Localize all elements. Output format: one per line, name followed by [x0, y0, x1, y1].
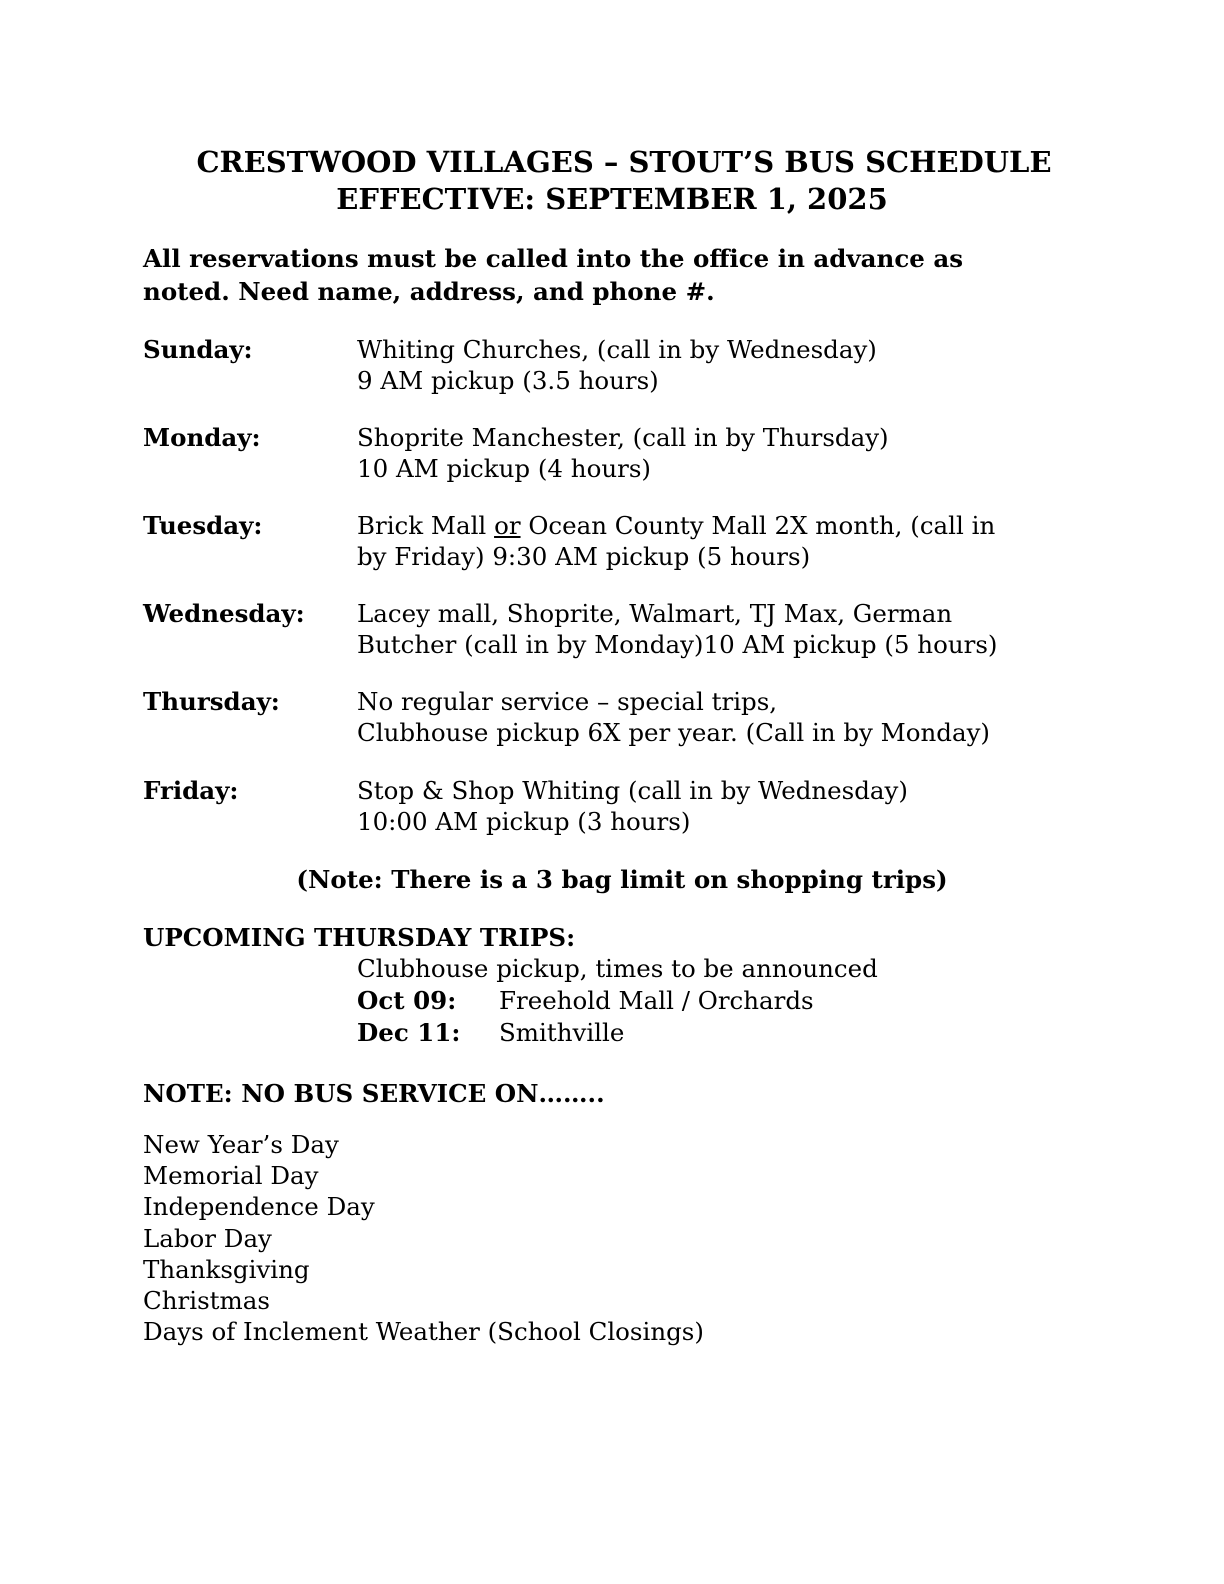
intro-line-1: All reservations must be called into the office in advance as [143, 244, 964, 273]
schedule-line: No regular service – special trips, [357, 687, 778, 716]
day-label-sunday: Sunday: [143, 335, 253, 364]
bag-limit-note: (Note: There is a 3 bag limit on shopping trips) [296, 865, 948, 894]
effective-date: EFFECTIVE: SEPTEMBER 1, 2025 [336, 182, 888, 216]
thursday-trips-heading: UPCOMING THURSDAY TRIPS: [143, 923, 576, 952]
list-item: Christmas [143, 1286, 270, 1316]
schedule-line: Shoprite Manchester, (call in by Thursday) [357, 423, 889, 452]
schedule-line: Butcher (call in by Monday)10 AM pickup (5 hours) [357, 630, 998, 659]
holiday-list [143, 1129, 704, 1347]
schedule-line: 10:00 AM pickup (3 hours) [357, 807, 691, 836]
schedule-line: Whiting Churches, (call in by Wednesday) [357, 335, 877, 364]
list-item: Memorial Day [143, 1161, 319, 1191]
trip-destination: Smithville [499, 1018, 625, 1047]
schedule-line: Clubhouse pickup 6X per year. (Call in by Monday) [357, 718, 990, 747]
list-item: Labor Day [143, 1223, 272, 1253]
schedule-friday [357, 775, 1077, 837]
schedule-wednesday [357, 598, 1077, 660]
list-item: Days of Inclement Weather (School Closings) [143, 1317, 704, 1347]
list-item: Independence Day [143, 1192, 375, 1222]
schedule-tuesday [357, 510, 1077, 572]
schedule-text: Ocean County Mall 2X month, (call in [520, 511, 996, 540]
list-item: New Year’s Day [143, 1130, 339, 1159]
page-title: CRESTWOOD VILLAGES – STOUT’S BUS SCHEDULE [196, 145, 1052, 179]
trip-date: Dec 11: [357, 1018, 461, 1047]
schedule-line: Stop & Shop Whiting (call in by Wednesday) [357, 776, 908, 805]
schedule-line: Lacey mall, Shoprite, Walmart, TJ Max, German [357, 599, 953, 628]
intro-line-2: noted. Need name, address, and phone #. [143, 277, 715, 306]
reservation-instructions [143, 242, 1083, 308]
day-label-thursday: Thursday: [143, 687, 280, 716]
day-label-monday: Monday: [143, 423, 261, 452]
no-service-heading: NOTE: NO BUS SERVICE ON…….. [143, 1079, 605, 1108]
day-label-tuesday: Tuesday: [143, 511, 263, 540]
schedule-line: 10 AM pickup (4 hours) [357, 454, 651, 483]
list-item: Thanksgiving [143, 1254, 310, 1284]
day-label-friday: Friday: [143, 776, 239, 805]
schedule-sunday [357, 334, 1077, 396]
schedule-monday [357, 422, 1077, 484]
schedule-line: 9 AM pickup (3.5 hours) [357, 366, 659, 395]
schedule-line: by Friday) 9:30 AM pickup (5 hours) [357, 542, 811, 571]
schedule-line [357, 510, 1077, 541]
day-label-wednesday: Wednesday: [143, 599, 305, 628]
trip-date: Oct 09: [357, 986, 457, 1015]
schedule-text: Brick Mall [357, 511, 495, 540]
trip-destination: Freehold Mall / Orchards [499, 986, 814, 1015]
schedule-thursday [357, 686, 1077, 748]
underlined-or: or [494, 511, 521, 540]
thursday-trips-intro: Clubhouse pickup, times to be announced [357, 954, 878, 983]
